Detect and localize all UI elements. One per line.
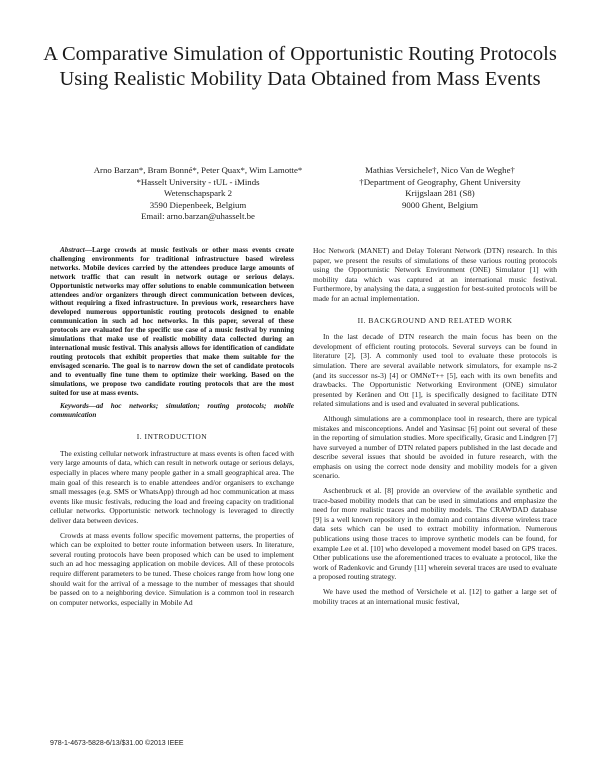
left-column: [50, 246, 294, 612]
author-names: Mathias Versichele†, Nico Van de Weghe†: [365, 165, 515, 175]
keywords: Keywords—ad hoc networks; simulation; routing protocols; mobile communication: [50, 402, 294, 420]
author-block-left: [58, 165, 338, 223]
copyright-footer: 978-1-4673-5828-6/13/$31.00 ©2013 IEEE: [50, 740, 184, 747]
author-names: Arno Barzan*, Bram Bonné*, Peter Quax*, Wim Lamotte*: [93, 165, 303, 175]
abstract-lead: Abstract: [60, 246, 85, 254]
author-street: Wetenschapspark 2: [164, 188, 232, 199]
author-affiliation: †Department of Geography, Ghent University: [359, 176, 521, 187]
background-paragraph: In the last decade of DTN research the main focus has been on the development of efficient routing protocols. Several surveys can be found in literature [2], [3]. A commonly used tool to evaluate these protocols is simulation. There are several available network simulators, for example ns-2 (and its successor ns-3) [4] or OMNeT++ [5], each with its own benefits and drawbacks. The Opportunistic Networking Environment (ONE) simulator presented by Keränen and Ott [1], is specifically designed to facilitate DTN related simulations and is used and evaluated in several publications.: [313, 332, 557, 409]
author-street: Krijgslaan 281 (S8): [405, 188, 475, 199]
intro-paragraph: The existing cellular network infrastructure at mass events is often faced with very large amounts of data, which can result in network outage or serious delays, especially in places where many people gather in a small geographical area. The main goal of this research is to enable attendees and/or organisers to exchange small messages (e.g. SMS or WhatsApp) through ad hoc communication at mass events like music festivals, reducing the load and freeing capacity on traditional cellular networks. Opportunistic network technology is leveraged to directly deliver data between devices.: [50, 448, 294, 525]
background-paragraph: Although simulations are a commonplace tool in research, there are typical mistakes and misconceptions. Andel and Yasinsac [6] point out several of these in the reporting of simulation studies. More specifically, Grasic and Lindgren [7] have surveyed a number of DTN related papers published in the last decade and describe several issues that should be avoided in future research, with the emphasis on using the correct node density and mobility models for a given scenario.: [313, 413, 557, 481]
section-heading-introduction: I. INTRODUCTION: [136, 432, 208, 442]
background-paragraph: Aschenbruck et al. [8] provide an overview of the available synthetic and trace-based mobility models that can be used in simulations and emphasize the need for more realistic traces and mobility models. The CRAWDAD database [9] is a well known repository in the domain and contains diverse wireless trace data sets which can be used to extract mobility information. Numerous publications using those traces to improve synthetic models can be found, for example Lee et al. [10] who developed a movement model based on GPS traces. Other publications use the aforementioned traces to evaluate a protocol, like the work of Radenkovic and Grundy [11] wherein several traces are used to evaluate a proposed routing strategy.: [313, 486, 557, 582]
paper-title: A Comparative Simulation of Opportunistic Routing Protocols Using Realistic Mobility Data Obtained from Mass Events: [43, 43, 557, 90]
author-affiliation: *Hasselt University - tUL - iMinds: [136, 176, 260, 187]
section-heading-background: II. BACKGROUND AND RELATED WORK: [357, 315, 513, 325]
author-block-right: [330, 165, 550, 211]
intro-continued-paragraph: Hoc Network (MANET) and Delay Tolerant Network (DTN) research. In this paper, we present the results of simulations of these various routing protocols using the Opportunistic Network Environment (ONE) Simulator [1] with mobility data which was captured at an international music festival. Furthermore, by analysing the data, a suggestion for best-suited protocols will be made for an actual implementation.: [313, 246, 557, 303]
abstract: [50, 246, 294, 397]
author-city: 3590 Diepenbeek, Belgium: [149, 199, 247, 210]
author-city: 9000 Ghent, Belgium: [402, 199, 478, 210]
abstract-text: —Large crowds at music festivals or other mass events create challenging environments for traditional infrastructure based wireless networks. Mobile devices carried by the attendees produce large amounts of network traffic that can result in network outage or serious delays. Opportunistic networks may offer solutions to enable communication between attendees and/or organizers through direct communication between devices, without requiring a fixed infrastructure. In previous work, researchers have developed numerous opportunistic routing protocols designed to enable communication in such ad hoc networks. In this paper, several of these protocols are evaluated for the specific use case of a music festival by running simulations that make use of realistic mobility data collected during an international music festival. This analysis allows for identification of candidate routing protocols that exhibit properties that make them suitable for the envisaged scenario. The goal is to narrow down the set of candidate protocols and to eventually fine tune them to optimize their working. Based on the simulations, we propose two candidate routing protocols that are the most suited for use at mass events.: [50, 246, 294, 397]
intro-paragraph: Crowds at mass events follow specific movement patterns, the properties of which can be exploited to better route information between users. In literature, several routing protocols have been proposed which can be used to implement such an ad hoc messaging application on mobile devices. All of these protocols require different parameters to be tuned. These choices range from how long one should wait for the arrival of a message to the number of messages that should be passed on to a neighboring device. Simulation is a common tool in research on computer networks, especially in Mobile Ad: [50, 530, 294, 607]
background-paragraph: We have used the method of Versichele et al. [12] to gather a large set of mobility traces at an international music festival,: [313, 587, 557, 606]
right-column: [313, 246, 557, 611]
author-email: Email: arno.barzan@uhasselt.be: [141, 211, 255, 222]
